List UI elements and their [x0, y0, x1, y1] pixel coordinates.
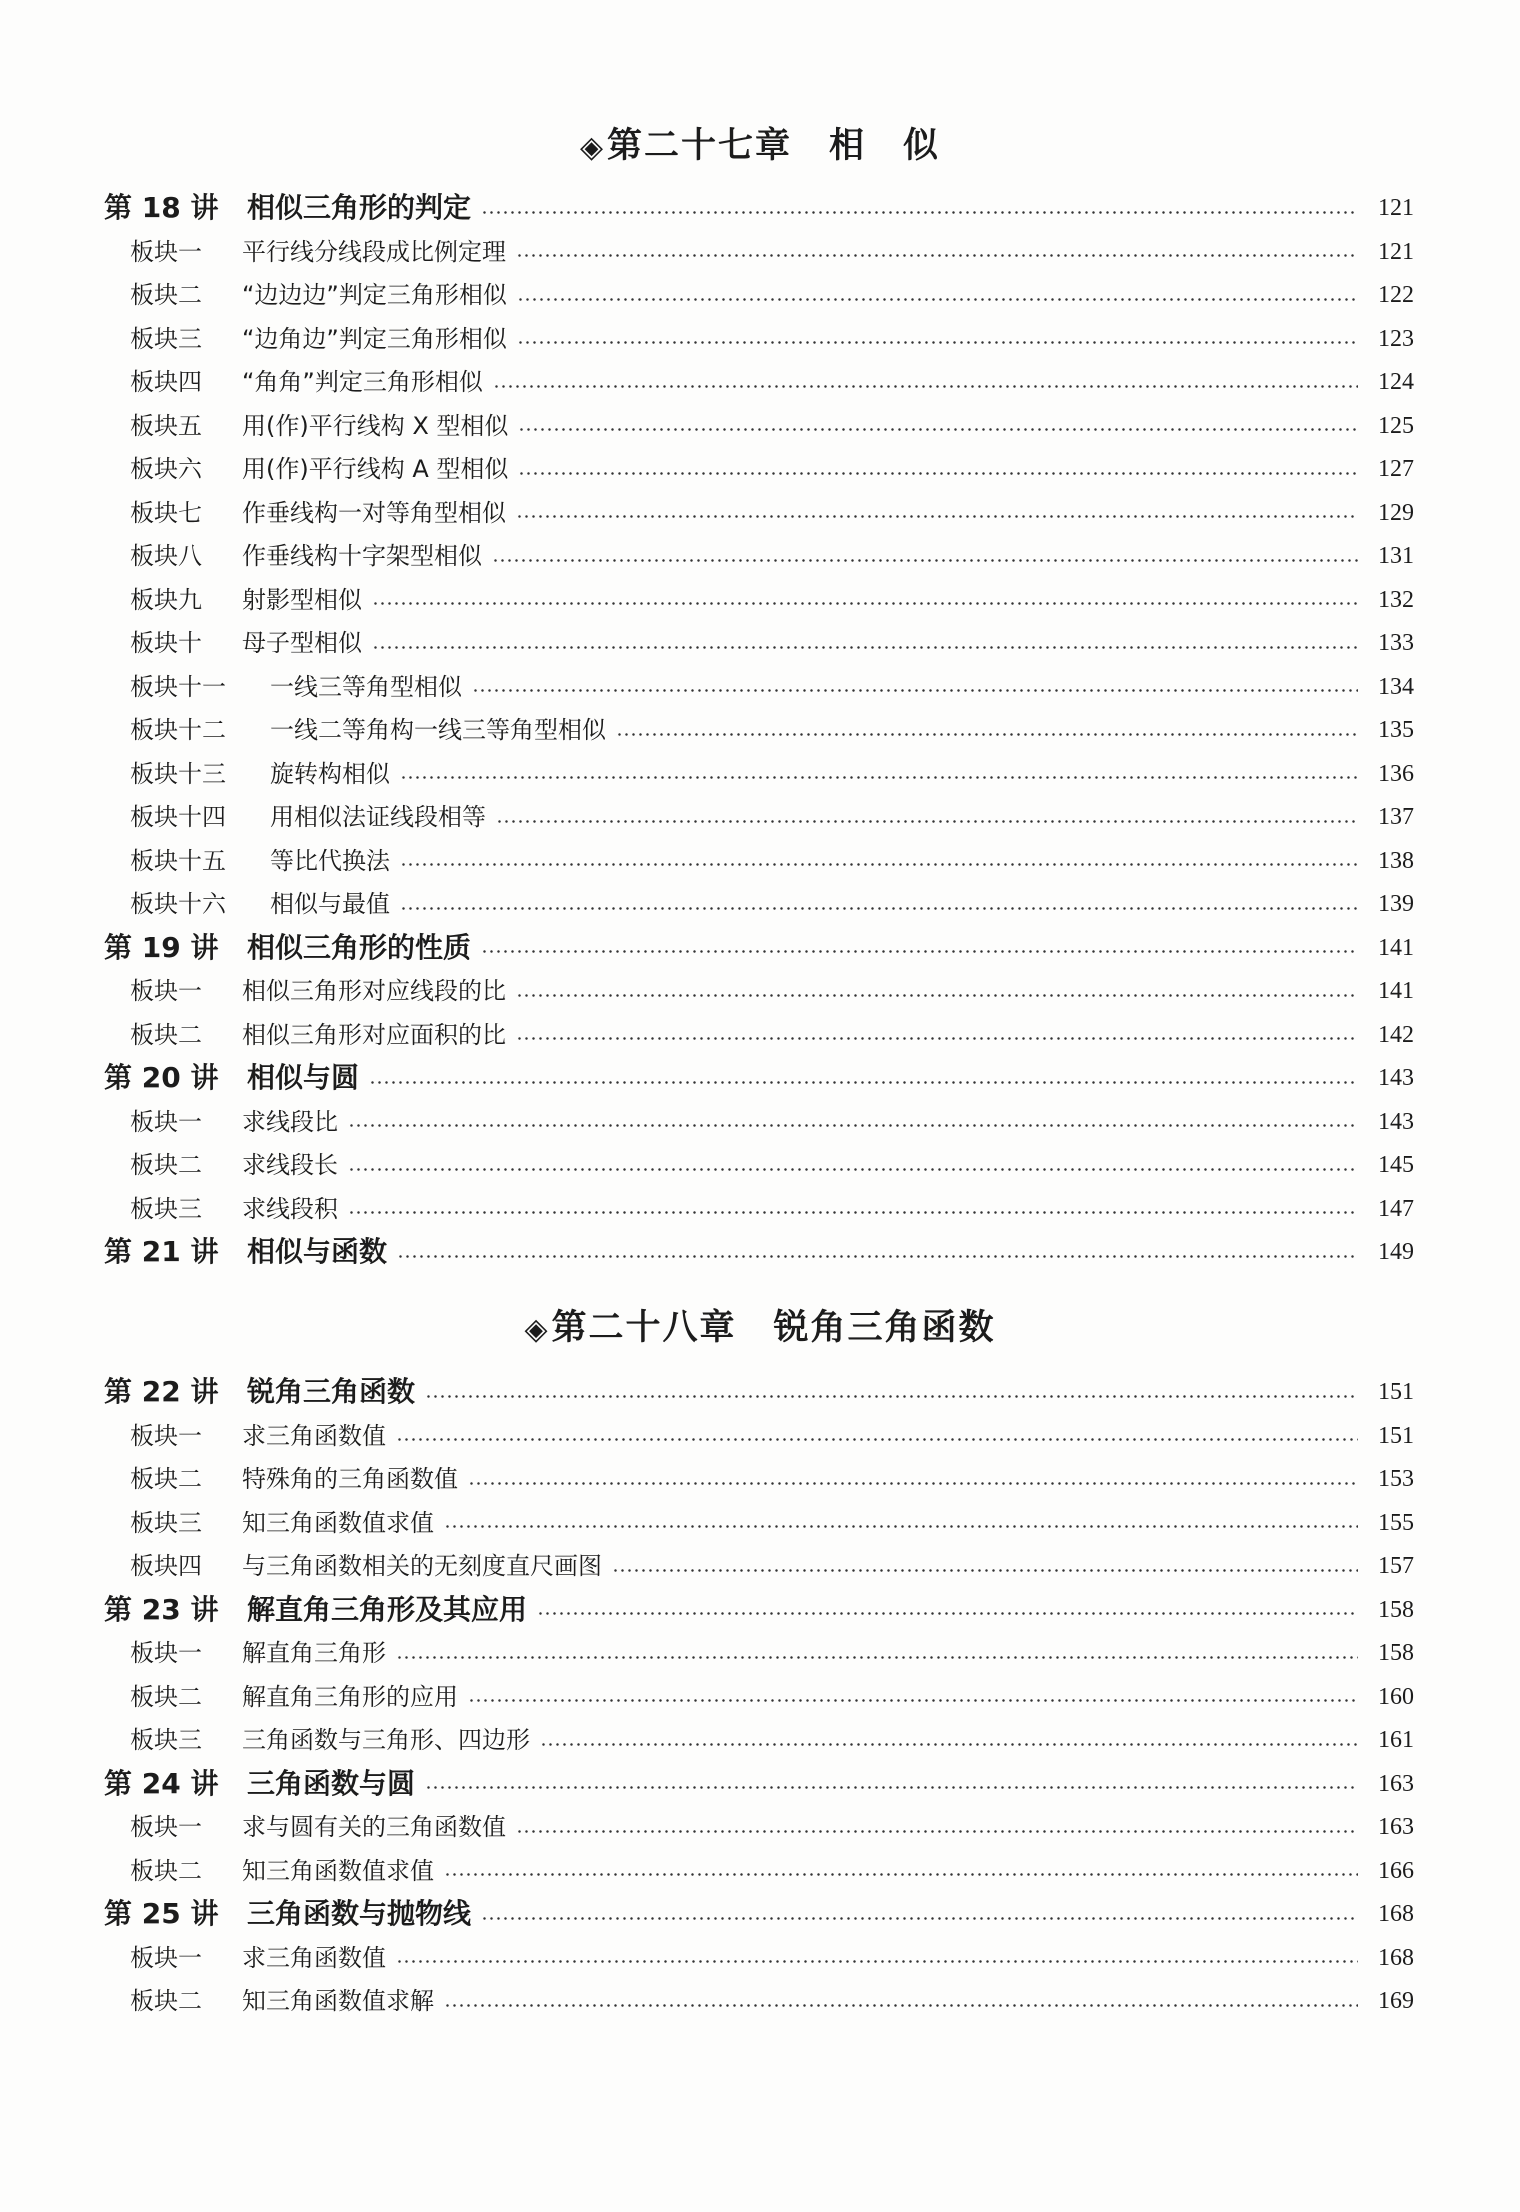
entry-number: 板块十六	[130, 890, 226, 918]
dot-leader	[425, 1786, 1358, 1789]
entry-number: 板块三	[130, 1508, 202, 1537]
dot-leader	[348, 1124, 1358, 1127]
page-number: 136	[1378, 760, 1414, 787]
toc-lecture-entry[interactable]	[104, 1058, 1414, 1098]
dot-leader	[444, 1873, 1358, 1876]
dot-leader	[468, 1699, 1358, 1702]
page-number: 135	[1378, 717, 1414, 743]
page-number: 121	[1378, 195, 1414, 221]
entry-title: 特殊角的三角函数值	[242, 1465, 458, 1493]
toc-block-entry[interactable]	[130, 362, 1414, 402]
entry-title: 锐角三角函数	[247, 1375, 416, 1408]
page-number: 129	[1378, 499, 1414, 526]
toc-lecture-entry[interactable]	[104, 188, 1414, 228]
toc-lecture-entry[interactable]	[104, 1232, 1414, 1272]
diamond-bullet-icon: ◈	[524, 1312, 550, 1347]
entry-title: 三角函数与圆	[247, 1766, 416, 1800]
dot-leader	[518, 472, 1358, 475]
dot-leader	[516, 515, 1358, 518]
entry-title: 解直角三角形及其应用	[247, 1592, 528, 1626]
toc-block-entry[interactable]	[130, 667, 1414, 707]
dot-leader	[517, 341, 1358, 344]
dot-leader	[517, 298, 1358, 301]
dot-leader	[348, 1211, 1358, 1214]
dot-leader	[492, 559, 1358, 562]
dot-leader	[540, 1743, 1358, 1746]
diamond-bullet-icon: ◈	[579, 130, 606, 165]
page-number: 142	[1378, 1021, 1414, 1048]
page-number: 157	[1378, 1553, 1414, 1579]
entry-number: 第 24 讲	[104, 1766, 219, 1800]
dot-leader	[369, 1081, 1358, 1084]
page-number: 151	[1378, 1422, 1414, 1449]
entry-title: 解直角三角形	[242, 1639, 386, 1667]
toc-block-entry[interactable]	[130, 275, 1414, 315]
dot-leader	[518, 428, 1358, 431]
page-number: 141	[1378, 978, 1414, 1004]
entry-number: 板块二	[130, 1020, 202, 1049]
entry-title: 母子型相似	[242, 629, 362, 657]
entry-number: 第 19 讲	[104, 930, 219, 964]
page-number: 139	[1378, 891, 1414, 917]
entry-number: 板块十三	[130, 759, 226, 788]
dot-leader	[481, 950, 1358, 953]
entry-title: “角角”判定三角形相似	[242, 368, 483, 396]
entry-title: 求线段比	[242, 1107, 338, 1136]
toc-block-entry[interactable]	[130, 710, 1414, 750]
entry-number: 板块七	[130, 498, 202, 527]
toc-block-entry[interactable]	[130, 580, 1414, 620]
dot-leader	[481, 211, 1358, 214]
toc-block-entry[interactable]	[130, 1981, 1414, 2021]
entry-number: 第 18 讲	[104, 191, 219, 224]
toc-block-entry[interactable]	[130, 232, 1414, 272]
dot-leader	[444, 1525, 1358, 1528]
entry-title: 相似与最值	[270, 890, 390, 918]
chapter-heading	[0, 1300, 1520, 1350]
entry-title: 知三角函数值求值	[242, 1856, 434, 1885]
page-number: 168	[1378, 1944, 1414, 1971]
dot-leader	[616, 733, 1358, 736]
entry-number: 板块九	[130, 585, 202, 614]
entry-number: 板块十二	[130, 716, 226, 744]
entry-number: 板块五	[130, 411, 202, 440]
entry-number: 板块一	[130, 1107, 202, 1136]
dot-leader	[481, 1917, 1358, 1920]
toc-block-entry[interactable]	[130, 493, 1414, 533]
entry-title: 求线段积	[242, 1194, 338, 1223]
entry-number: 板块十四	[130, 803, 226, 831]
entry-title: 求三角函数值	[242, 1943, 386, 1972]
dot-leader	[472, 689, 1358, 692]
entry-number: 板块一	[130, 237, 202, 266]
entry-title: 等比代换法	[270, 846, 390, 875]
page-number: 134	[1378, 673, 1414, 700]
toc-block-entry[interactable]	[130, 1416, 1414, 1456]
entry-title: 知三角函数值求值	[242, 1508, 434, 1537]
entry-number: 板块一	[130, 1813, 202, 1841]
dot-leader	[400, 863, 1358, 866]
toc-block-entry[interactable]	[130, 797, 1414, 837]
toc-lecture-entry[interactable]	[104, 1894, 1414, 1934]
toc-block-entry[interactable]	[130, 754, 1414, 794]
entry-number: 板块四	[130, 1552, 202, 1580]
page-number: 158	[1378, 1596, 1414, 1623]
entry-title: 三角函数与抛物线	[247, 1897, 472, 1930]
page-number: 149	[1378, 1239, 1414, 1265]
toc-block-entry[interactable]	[130, 319, 1414, 359]
entry-number: 板块四	[130, 368, 202, 396]
page-number: 121	[1378, 238, 1414, 265]
dot-leader	[372, 646, 1358, 649]
entry-number: 板块十五	[130, 846, 226, 875]
dot-leader	[516, 254, 1358, 257]
page-number: 158	[1378, 1640, 1414, 1666]
entry-number: 第 23 讲	[104, 1592, 219, 1626]
entry-title: 射影型相似	[242, 585, 362, 614]
entry-title: 相似三角形的性质	[247, 930, 472, 964]
entry-title: “边角边”判定三角形相似	[242, 324, 507, 353]
page-number: 125	[1378, 412, 1414, 439]
page-number: 133	[1378, 630, 1414, 656]
toc-lecture-entry[interactable]	[104, 1372, 1414, 1412]
dot-leader	[496, 820, 1358, 823]
entry-number: 第 21 讲	[104, 1235, 219, 1268]
entry-title: 用(作)平行线构 A 型相似	[242, 455, 509, 483]
toc-block-entry[interactable]	[130, 1102, 1414, 1142]
entry-title: 相似三角形的判定	[247, 191, 472, 224]
page-number: 124	[1378, 369, 1414, 395]
dot-leader	[516, 994, 1358, 997]
page-number: 160	[1378, 1683, 1414, 1710]
entry-title: 一线二等角构一线三等角型相似	[270, 716, 606, 744]
dot-leader	[348, 1168, 1358, 1171]
entry-title: 作垂线构十字架型相似	[242, 542, 482, 570]
chapter-title: 第二十七章 相 似	[607, 126, 941, 166]
entry-title: 平行线分线段成比例定理	[242, 237, 506, 266]
page-number: 138	[1378, 847, 1414, 874]
toc-block-entry[interactable]	[130, 1189, 1414, 1229]
page-number: 145	[1378, 1152, 1414, 1178]
entry-number: 板块二	[130, 1856, 202, 1885]
dot-leader	[468, 1482, 1358, 1485]
toc-block-entry[interactable]	[130, 1459, 1414, 1499]
entry-title: 作垂线构一对等角型相似	[242, 498, 506, 527]
dot-leader	[516, 1037, 1358, 1040]
page-number: 143	[1378, 1108, 1414, 1135]
page-number: 122	[1378, 282, 1414, 308]
page-number: 166	[1378, 1857, 1414, 1884]
toc-block-entry[interactable]	[130, 1677, 1414, 1717]
page-number: 155	[1378, 1509, 1414, 1536]
toc-block-entry[interactable]	[130, 841, 1414, 881]
entry-number: 板块二	[130, 1987, 202, 2015]
entry-number: 板块一	[130, 1943, 202, 1972]
entry-number: 板块十一	[130, 672, 226, 701]
toc-block-entry[interactable]	[130, 971, 1414, 1011]
dot-leader	[493, 385, 1358, 388]
entry-number: 板块二	[130, 1682, 202, 1711]
entry-title: 求三角函数值	[242, 1421, 386, 1450]
page-number: 137	[1378, 804, 1414, 830]
dot-leader	[444, 2004, 1358, 2007]
toc-block-entry[interactable]	[130, 449, 1414, 489]
chapter-title: 第二十八章 锐角三角函数	[551, 1308, 996, 1348]
toc-block-entry[interactable]	[130, 1633, 1414, 1673]
page-number: 169	[1378, 1988, 1414, 2014]
dot-leader	[537, 1612, 1358, 1615]
entry-title: 解直角三角形的应用	[242, 1682, 458, 1711]
page-number: 123	[1378, 325, 1414, 352]
toc-block-entry[interactable]	[130, 406, 1414, 446]
entry-number: 板块二	[130, 1151, 202, 1179]
page-number: 163	[1378, 1814, 1414, 1840]
page-number: 132	[1378, 586, 1414, 613]
chapter-heading	[0, 118, 1520, 168]
toc-block-entry[interactable]	[130, 1720, 1414, 1760]
entry-title: 求线段长	[242, 1151, 338, 1179]
dot-leader	[400, 907, 1358, 910]
page-number: 161	[1378, 1727, 1414, 1753]
page-number: 163	[1378, 1770, 1414, 1797]
dot-leader	[372, 602, 1358, 605]
toc-lecture-entry[interactable]	[104, 1590, 1414, 1630]
page-number: 127	[1378, 456, 1414, 482]
entry-number: 板块一	[130, 1421, 202, 1450]
toc-block-entry[interactable]	[130, 1851, 1414, 1891]
entry-title: 相似三角形对应线段的比	[242, 977, 506, 1005]
entry-number: 板块三	[130, 1194, 202, 1223]
toc-block-entry[interactable]	[130, 1145, 1414, 1185]
toc-lecture-entry[interactable]	[104, 1764, 1414, 1804]
toc-block-entry[interactable]	[130, 884, 1414, 924]
entry-number: 板块二	[130, 281, 202, 309]
entry-title: 相似三角形对应面积的比	[242, 1020, 506, 1049]
dot-leader	[397, 1255, 1358, 1258]
entry-number: 第 20 讲	[104, 1061, 219, 1094]
entry-title: 用(作)平行线构 X 型相似	[242, 411, 509, 440]
entry-title: 求与圆有关的三角函数值	[242, 1813, 506, 1841]
entry-title: 用相似法证线段相等	[270, 803, 486, 831]
toc-block-entry[interactable]	[130, 536, 1414, 576]
entry-title: 与三角函数相关的无刻度直尺画图	[242, 1552, 602, 1580]
dot-leader	[400, 776, 1358, 779]
page-number: 147	[1378, 1195, 1414, 1222]
entry-title: 相似与函数	[247, 1235, 388, 1268]
page-number: 131	[1378, 543, 1414, 569]
entry-number: 板块三	[130, 1726, 202, 1754]
dot-leader	[516, 1830, 1358, 1833]
toc-block-entry[interactable]	[130, 1503, 1414, 1543]
toc-lecture-entry[interactable]	[104, 928, 1414, 968]
entry-title: 旋转构相似	[270, 759, 390, 788]
page-number: 141	[1378, 934, 1414, 961]
dot-leader	[396, 1960, 1358, 1963]
entry-number: 板块八	[130, 542, 202, 570]
page-number: 153	[1378, 1466, 1414, 1492]
toc-block-entry[interactable]	[130, 623, 1414, 663]
entry-title: 相似与圆	[247, 1061, 360, 1094]
entry-number: 板块一	[130, 977, 202, 1005]
entry-number: 板块六	[130, 455, 202, 483]
toc-block-entry[interactable]	[130, 1546, 1414, 1586]
page-number: 143	[1378, 1065, 1414, 1091]
dot-leader	[425, 1395, 1358, 1398]
entry-title: “边边边”判定三角形相似	[242, 281, 507, 309]
entry-number: 第 22 讲	[104, 1375, 219, 1408]
entry-title: 知三角函数值求解	[242, 1987, 434, 2015]
dot-leader	[612, 1569, 1358, 1572]
page-number: 151	[1378, 1379, 1414, 1405]
entry-number: 板块三	[130, 324, 202, 353]
entry-number: 板块二	[130, 1465, 202, 1493]
toc-block-entry[interactable]	[130, 1938, 1414, 1978]
entry-title: 一线三等角型相似	[270, 672, 462, 701]
dot-leader	[396, 1438, 1358, 1441]
entry-number: 板块一	[130, 1639, 202, 1667]
page-number: 168	[1378, 1901, 1414, 1927]
entry-number: 第 25 讲	[104, 1897, 219, 1930]
entry-title: 三角函数与三角形、四边形	[242, 1726, 530, 1754]
dot-leader	[396, 1656, 1358, 1659]
entry-number: 板块十	[130, 629, 202, 657]
toc-block-entry[interactable]	[130, 1015, 1414, 1055]
toc-block-entry[interactable]	[130, 1807, 1414, 1847]
